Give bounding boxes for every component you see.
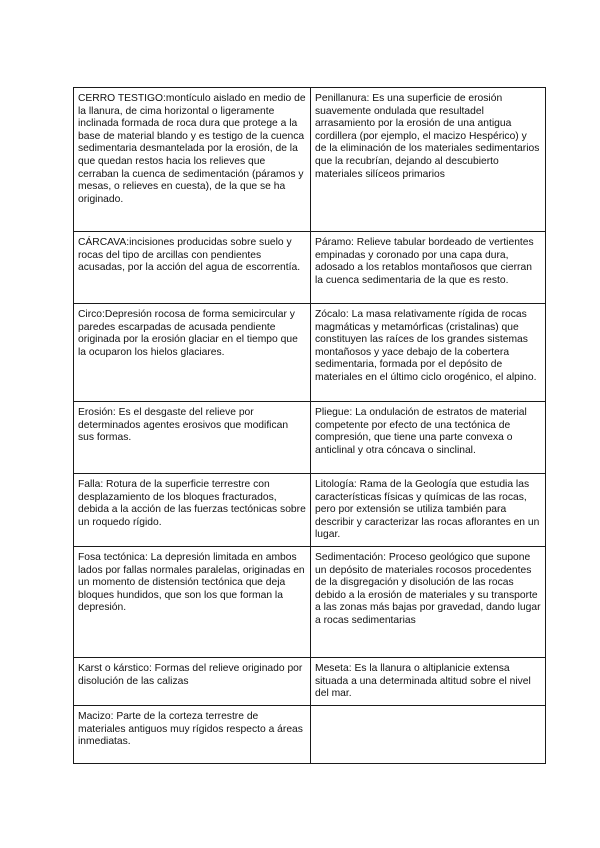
empty-cell: [311, 705, 546, 763]
term-sedimentacion: Sedimentación: Proceso geológico que supone un depósito de materiales rocosos procedentes de la disgregación y disolución de las rocas debido a la erosión de materiales y su transporte a las zonas más bajas por gravedad, dando lugar a rocas sedimentarias: [311, 546, 546, 657]
term-paramo: Páramo: Relieve tabular bordeado de vertientes empinadas y coronado por una capa dura, adosado a los retablos montañosos que cierran la cuenca sedimentaria de la que es resto.: [311, 232, 546, 304]
table-row: [74, 402, 546, 474]
term-karst: Karst o kárstico: Formas del relieve originado por disolución de las calizas: [74, 657, 311, 705]
term-pliegue: Pliegue: La ondulación de estratos de material competente por efecto de una tectónica de compresión, que tiene una parte convexa o anticlinal y otra cóncava o sinclinal.: [311, 402, 546, 474]
term-penillanura: Penillanura: Es una superficie de erosión suavemente ondulada que resultadel arrasamiento por la erosión de una antigua cordillera (por ejemplo, el macizo Hespérico) y de la eliminación de los materiales sedimentarios que la recubrían, dejando al descubierto materiales silíceos primarios: [311, 88, 546, 232]
term-litologia: Litología: Rama de la Geología que estudia las características físicas y químicas de las rocas, pero por extensión se utiliza también para describir y caracterizar las rocas aflorantes en un lugar.: [311, 474, 546, 547]
table-row: [74, 232, 546, 304]
table-row: [74, 546, 546, 657]
term-fosa-tectonica: Fosa tectónica: La depresión limitada en ambos lados por fallas normales paralelas, originadas en un momento de distensión tectónica que deja bloques hundidos, que son los que forman la depresión.: [74, 546, 311, 657]
term-circo: Circo:Depresión rocosa de forma semicircular y paredes escarpadas de acusada pendiente originada por la erosión glaciar en el tiempo que la ocuparon los hielos glaciares.: [74, 304, 311, 402]
glossary-table: [73, 87, 546, 764]
term-falla: Falla: Rotura de la superficie terrestre con desplazamiento de los bloques fracturados, debida a la acción de las fuerzas tectónicas sobre un roquedo rígido.: [74, 474, 311, 547]
table-row: [74, 705, 546, 763]
term-cerro-testigo: CERRO TESTIGO:montículo aislado en medio de la llanura, de cima horizontal o ligeramente inclinada formada de roca dura que protege a la base de material blando y es testigo de la cuenca sedimentaria desmantelada por la erosión, de la que quedan restos hacia los relieves que cerraban la cuenca de sedimentación (páramos y mesas, o relieves en cuesta), de la que se ha originado.: [74, 88, 311, 232]
term-carcava: CÁRCAVA:incisiones producidas sobre suelo y rocas del tipo de arcillas con pendientes acusadas, por la acción del agua de escorrentía.: [74, 232, 311, 304]
table-row: [74, 474, 546, 547]
table-row: [74, 88, 546, 232]
table-row: [74, 657, 546, 705]
term-meseta: Meseta: Es la llanura o altiplanicie extensa situada a una determinada altitud sobre el nivel del mar.: [311, 657, 546, 705]
table-row: [74, 304, 546, 402]
term-erosion: Erosión: Es el desgaste del relieve por determinados agentes erosivos que modifican sus formas.: [74, 402, 311, 474]
term-macizo: Macizo: Parte de la corteza terrestre de materiales antiguos muy rígidos respecto a áreas inmediatas.: [74, 705, 311, 763]
term-zocalo: Zócalo: La masa relativamente rígida de rocas magmáticas y metamórficas (cristalinas) que constituyen las raíces de los grandes sistemas montañosos y yace debajo de la cobertera sedimentaria, formada por el depósito de materiales en el último ciclo orogénico, el alpino.: [311, 304, 546, 402]
